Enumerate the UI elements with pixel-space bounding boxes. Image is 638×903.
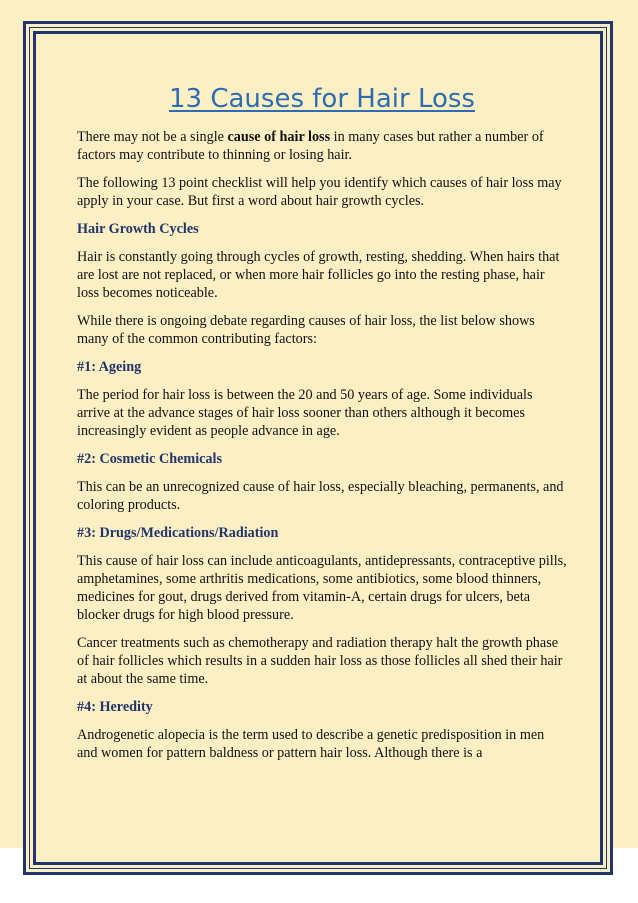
checklist-paragraph: The following 13 point checklist will help you identify which causes of hair loss may apply in your case. But first a word about hair growth cycles. [77,175,562,209]
heading-ageing: #1: Ageing [77,359,142,375]
ageing-paragraph: The period for hair loss is between the 20 and 50 years of age. Some individuals arrive at the advance stages of hair loss sooner than others although it becomes increasingly evident as people advance in age. [77,387,533,439]
intro-paragraph [77,128,567,164]
document-title: 13 Causes for Hair Loss [169,84,475,114]
intro-text-start: There may not be a single [77,129,228,145]
heading-heredity: #4: Heredity [77,699,153,715]
heredity-paragraph: Androgenetic alopecia is the term used to describe a genetic predisposition in men and women for pattern baldness or pattern hair loss. Although there is a [77,727,545,761]
heading-hair-growth-cycles: Hair Growth Cycles [77,221,199,237]
cycles-paragraph: Hair is constantly going through cycles of growth, resting, shedding. When hairs that are lost are not replaced, or when more hair follicles go into the resting phase, hair loss becomes noticeable. [77,249,560,301]
cancer-treatments-paragraph: Cancer treatments such as chemotherapy and radiation therapy halt the growth phase of hair follicles which results in a sudden hair loss as those follicles all shed their hair at about the same time. [77,635,563,687]
debate-paragraph: While there is ongoing debate regarding causes of hair loss, the list below shows many of the common contributing factors: [77,313,535,347]
cosmetic-chemicals-paragraph: This can be an unrecognized cause of hair loss, especially bleaching, permanents, and coloring products. [77,479,564,513]
document-body [77,82,567,772]
intro-bold-phrase: cause of hair loss [227,129,331,145]
intro-text-end: in many cases but rather a number of factors may contribute to thinning or losing hair. [77,129,544,163]
heading-cosmetic-chemicals: #2: Cosmetic Chemicals [77,451,222,467]
drugs-paragraph: This cause of hair loss can include anticoagulants, antidepressants, contraceptive pills, amphetamines, some arthritis medications, some antibiotics, some blood thinners, medicines for gout, drugs derived from vitamin-A, certain drugs for ulcers, beta blocker drugs for high blood pressure. [77,553,567,623]
heading-drugs-medications-radiation: #3: Drugs/Medications/Radiation [77,525,279,541]
